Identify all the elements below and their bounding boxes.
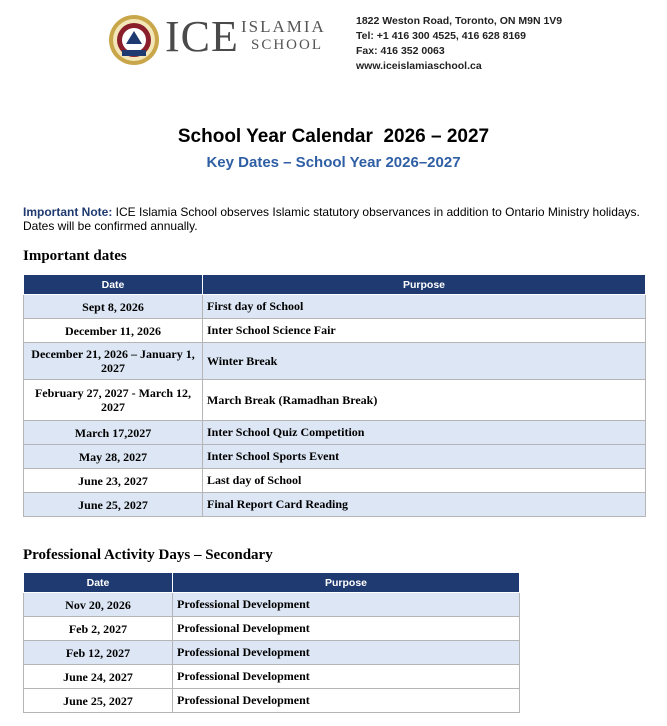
table-header-row: [24, 573, 520, 593]
important-dates-table: [23, 274, 646, 517]
table-row: [24, 421, 646, 445]
important-note: [23, 205, 643, 233]
contact-address: 1822 Weston Road, Toronto, ON M9N 1V9: [356, 15, 563, 27]
table-row: [24, 343, 646, 380]
column-header-date: Date: [24, 573, 173, 593]
date-cell: Feb 12, 2027: [24, 641, 173, 665]
table-row: [24, 295, 646, 319]
page-title: School Year Calendar 2026 – 2027: [177, 126, 490, 147]
table-row: [24, 617, 520, 641]
purpose-cell: Professional Development: [173, 617, 520, 641]
important-note-text: ICE Islamia School observes Islamic statutory observances in addition to Ontario Ministry holidays. Dates will be confirmed annually.: [23, 205, 640, 233]
table-row: [24, 493, 646, 517]
date-cell: Nov 20, 2026: [24, 593, 173, 617]
purpose-cell: Last day of School: [203, 469, 646, 493]
table-row: [24, 593, 520, 617]
contact-fax: Fax: 416 352 0063: [356, 45, 445, 57]
contact-phone: Tel: +1 416 300 4525, 416 628 8169: [356, 30, 526, 42]
pa-days-table: [23, 572, 520, 713]
date-cell: December 21, 2026 – January 1, 2027: [24, 343, 203, 380]
logo-school-text: SCHOOL: [251, 37, 324, 53]
date-cell: March 17,2027: [24, 421, 203, 445]
table-row: [24, 380, 646, 421]
date-cell: Sept 8, 2026: [24, 295, 203, 319]
table-row: [24, 689, 520, 713]
logo-ice-text: ICE: [165, 12, 239, 61]
school-logo-wordmark: [165, 12, 326, 65]
contact-website: www.iceislamiaschool.ca: [356, 60, 482, 72]
purpose-cell: Professional Development: [173, 593, 520, 617]
table-row: [24, 445, 646, 469]
purpose-cell: Final Report Card Reading: [203, 493, 646, 517]
contact-block: [356, 14, 562, 74]
purpose-cell: First day of School: [203, 295, 646, 319]
date-cell: June 25, 2027: [24, 493, 203, 517]
date-cell: Feb 2, 2027: [24, 617, 173, 641]
date-cell: June 23, 2027: [24, 469, 203, 493]
purpose-cell: Inter School Science Fair: [203, 319, 646, 343]
letterhead: [0, 0, 667, 90]
page-subtitle: Key Dates – School Year 2026–2027: [206, 154, 461, 171]
purpose-cell: March Break (Ramadhan Break): [203, 380, 646, 421]
date-cell: June 24, 2027: [24, 665, 173, 689]
purpose-cell: Professional Development: [173, 689, 520, 713]
column-header-purpose: Purpose: [173, 573, 520, 593]
date-cell: May 28, 2027: [24, 445, 203, 469]
school-crest-seal-icon: [108, 14, 160, 66]
date-cell: June 25, 2027: [24, 689, 173, 713]
table-row: [24, 641, 520, 665]
date-cell: December 11, 2026: [24, 319, 203, 343]
column-header-purpose: Purpose: [203, 275, 646, 295]
table-header-row: [24, 275, 646, 295]
purpose-cell: Professional Development: [173, 665, 520, 689]
purpose-cell: Winter Break: [203, 343, 646, 380]
table-row: [24, 665, 520, 689]
table-row: [24, 469, 646, 493]
important-note-label: Important Note:: [23, 205, 113, 219]
logo-islamia-text: ISLAMIA: [241, 17, 326, 36]
purpose-cell: Inter School Quiz Competition: [203, 421, 646, 445]
table-row: [24, 319, 646, 343]
date-cell: February 27, 2027 - March 12, 2027: [24, 380, 203, 421]
pa-days-heading: Professional Activity Days – Secondary: [23, 547, 273, 563]
purpose-cell: Inter School Sports Event: [203, 445, 646, 469]
column-header-date: Date: [24, 275, 203, 295]
important-dates-heading: Important dates: [23, 248, 127, 264]
purpose-cell: Professional Development: [173, 641, 520, 665]
